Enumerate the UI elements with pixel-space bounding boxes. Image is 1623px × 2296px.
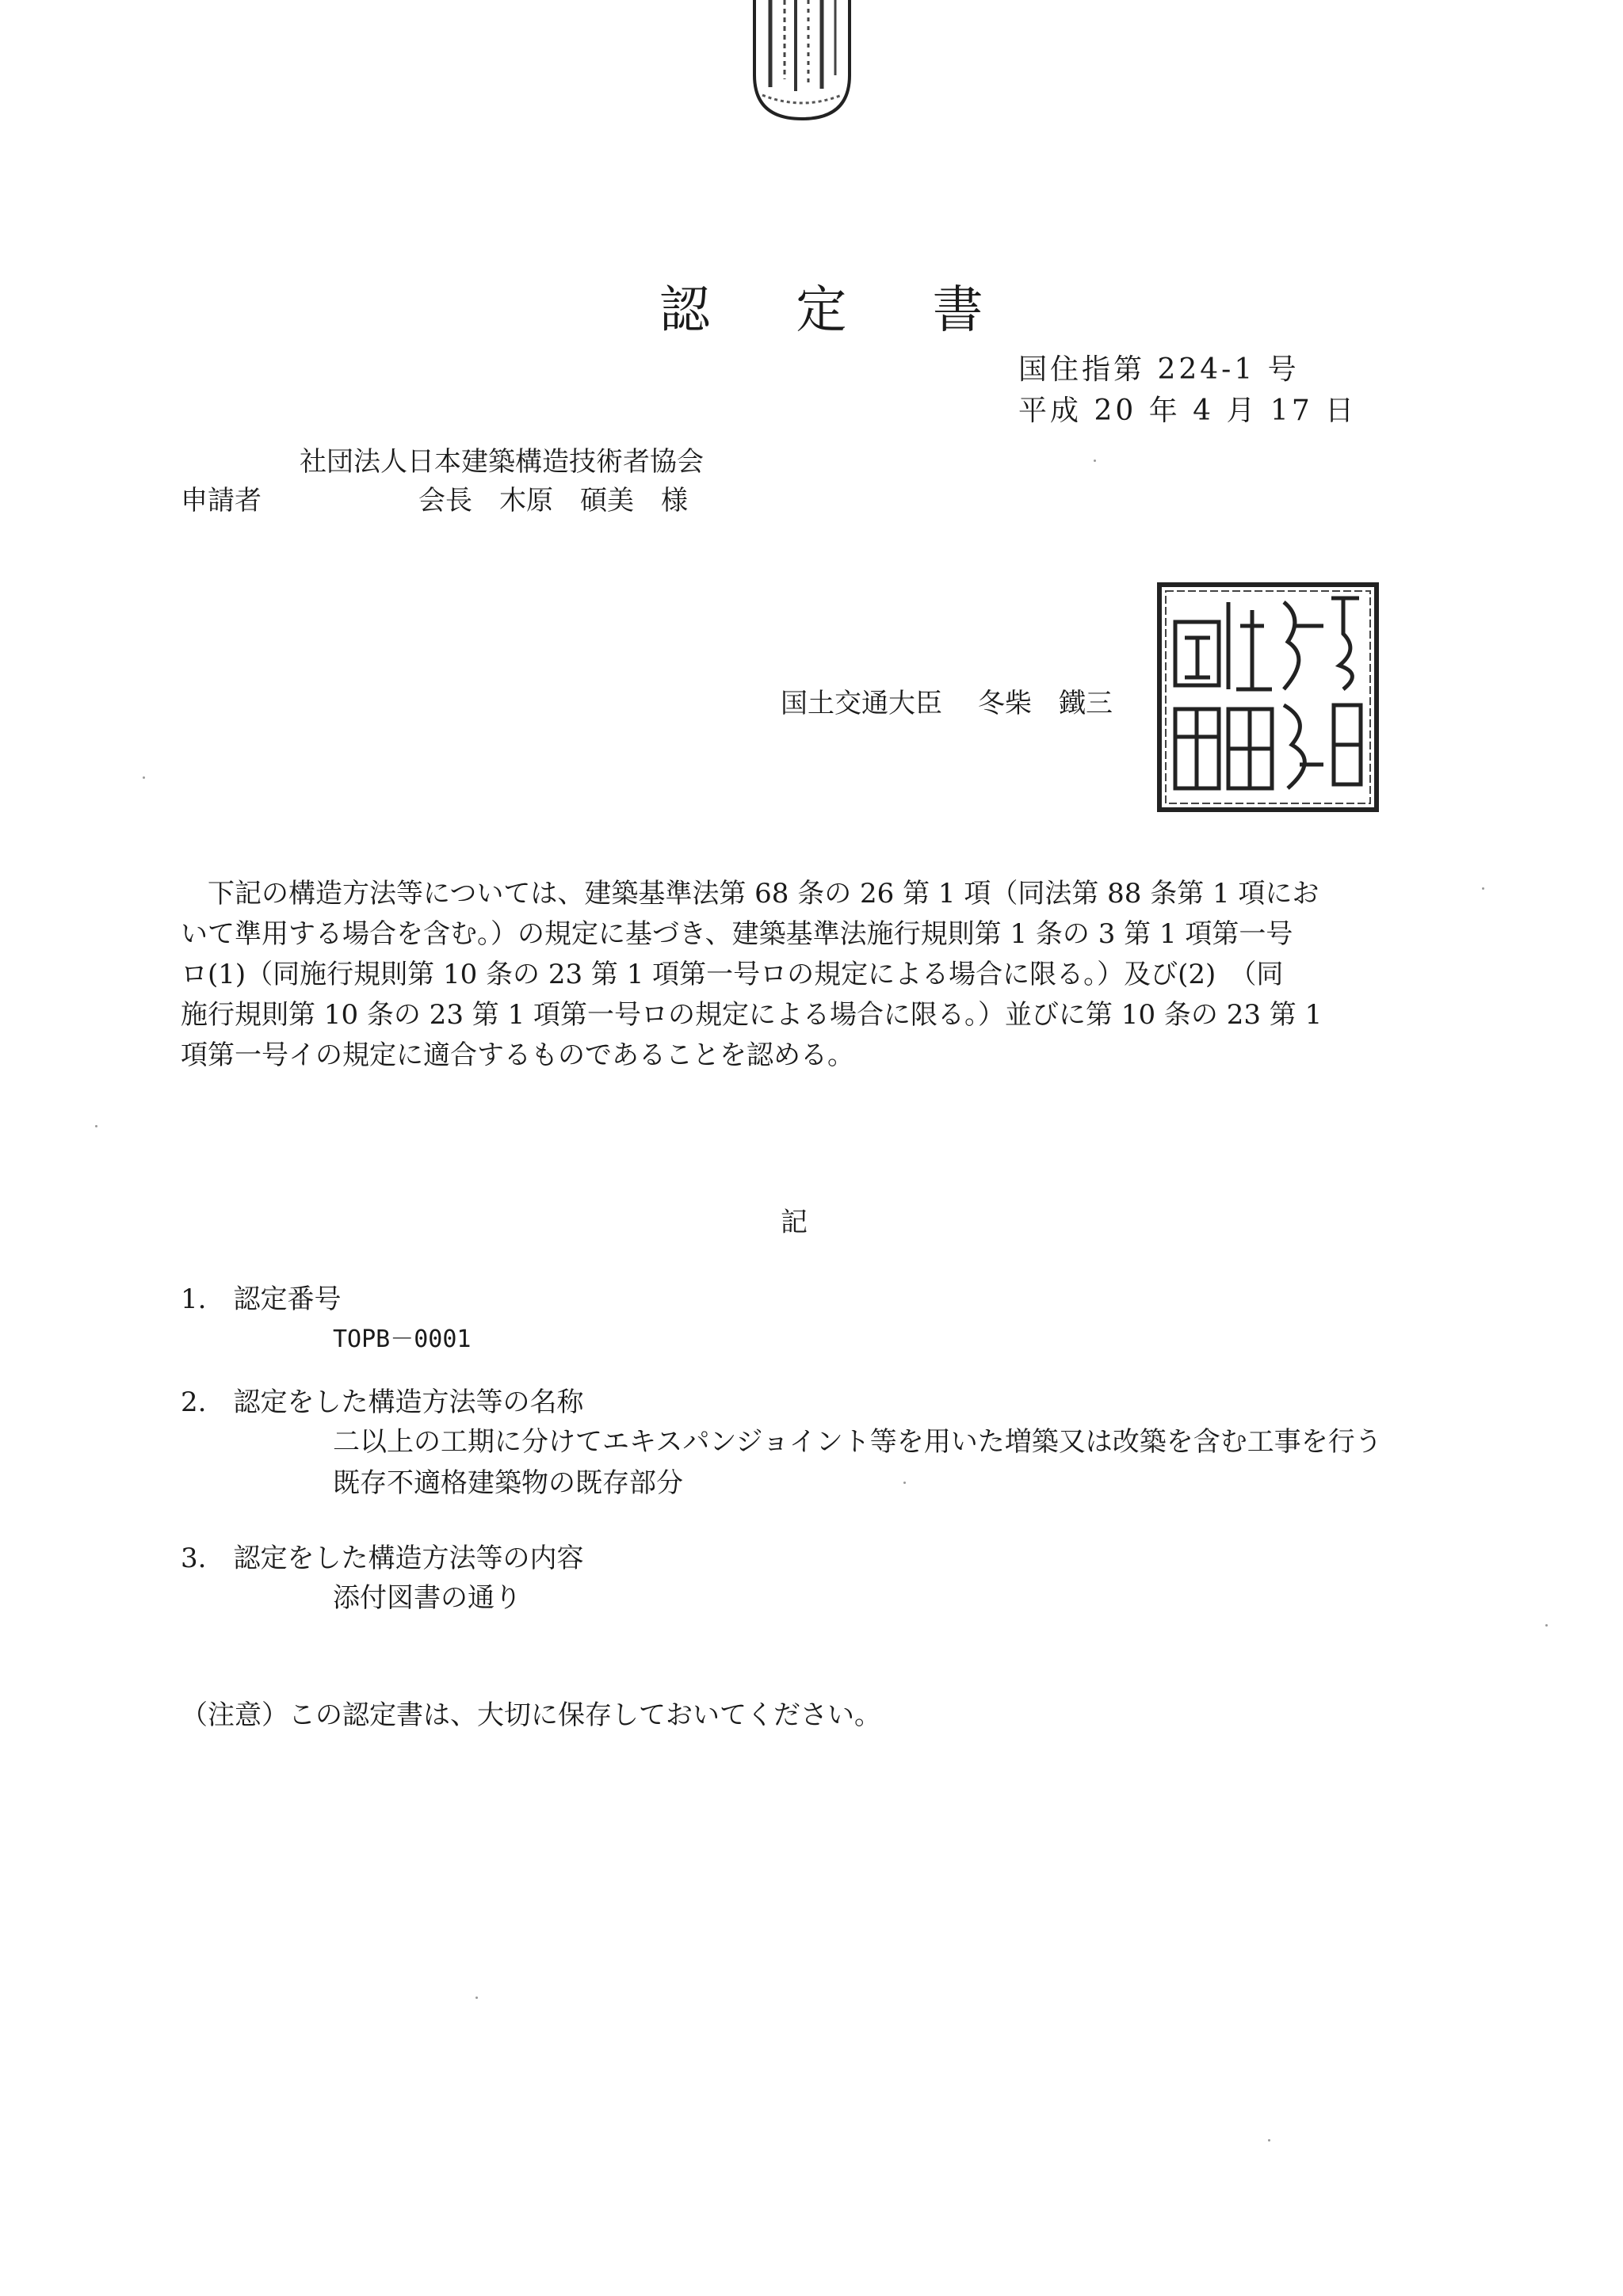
document-number: 国住指第 224-1 号 (1018, 353, 1300, 386)
scan-speck (143, 776, 145, 779)
body-line: ロ(1)（同施行規則第 10 条の 23 第 1 項第一号ロの規定による場合に限る。）及び(2) （同 (181, 959, 1284, 990)
item-method-name-value-line2: 既存不適格建築物の既存部分 (333, 1467, 683, 1499)
scan-speck (1482, 887, 1484, 890)
body-line: 施行規則第 10 条の 23 第 1 項第一号ロの規定による場合に限る。）並びに第 10 条の 23 第 1 (181, 999, 1323, 1031)
document-title: 認 定 書 (659, 281, 1018, 340)
binding-clip-mark (747, 0, 857, 127)
body-line: 下記の構造方法等については、建築基準法第 68 条の 26 第 1 項（同法第 88 条第 1 項にお (181, 878, 1319, 910)
body-paragraph (181, 874, 1449, 1076)
scan-speck (475, 1997, 478, 1999)
applicant-name: 会長 木原 碩美 様 (418, 485, 688, 517)
item-method-name-value-line1: 二以上の工期に分けてエキスパンジョイント等を用いた増築又は改築を含む工事を行う (333, 1426, 1382, 1458)
document-date: 平成 20 年 4 月 17 日 (1018, 395, 1358, 427)
scan-speck (1268, 2139, 1270, 2142)
section-heading-ki: 記 (781, 1207, 808, 1238)
item-method-content-value: 添付図書の通り (333, 1582, 521, 1614)
official-seal (1153, 578, 1383, 816)
body-line: いて準用する場合を含む。）の規定に基づき、建築基準法施行規則第 1 条の 3 第 1 項第一号 (181, 918, 1293, 950)
scan-speck (95, 1125, 97, 1127)
item-method-content-label: 3. 認定をした構造方法等の内容 (181, 1543, 584, 1574)
applicant-organization: 社団法人日本建築構造技術者協会 (300, 446, 704, 478)
scan-speck (1094, 460, 1096, 462)
scan-speck (903, 1482, 906, 1484)
applicant-label: 申請者 (181, 485, 262, 517)
item-certification-number-label: 1. 認定番号 (181, 1283, 342, 1315)
scan-speck (1545, 1624, 1548, 1627)
issuer-title: 国土交通大臣 (781, 688, 942, 719)
item-certification-number-value: TOPB－0001 (333, 1325, 472, 1353)
caution-note: （注意）この認定書は、大切に保存しておいてください。 (181, 1699, 881, 1731)
item-method-name-label: 2. 認定をした構造方法等の名称 (181, 1386, 584, 1418)
body-line: 項第一号イの規定に適合するものであることを認める。 (181, 1039, 854, 1071)
issuer-name: 冬柴 鐵三 (978, 688, 1113, 719)
